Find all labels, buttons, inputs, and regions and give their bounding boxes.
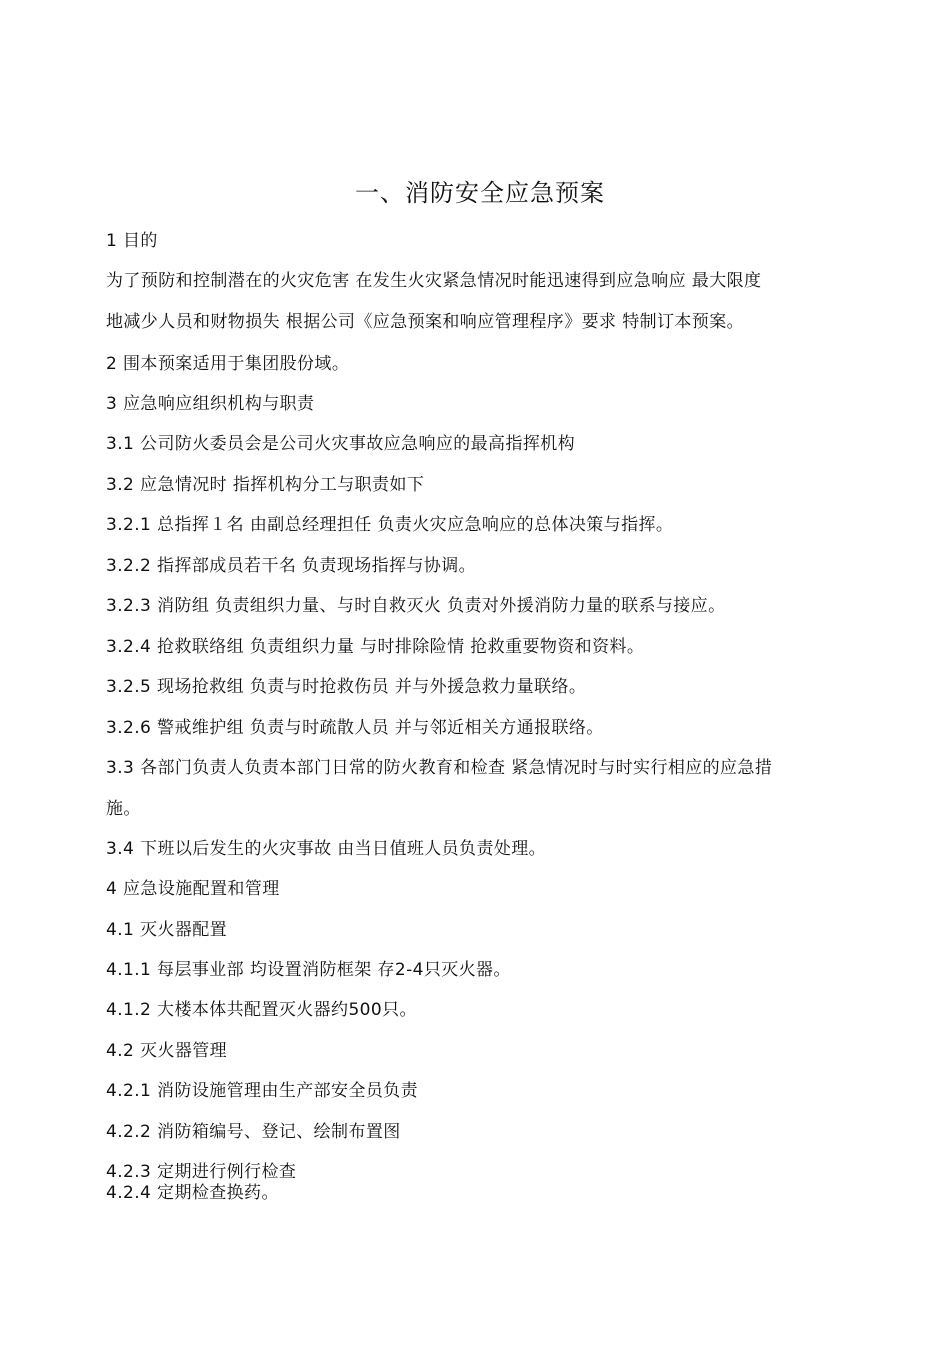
clause-line: 3.2.2 指挥部成员若干名 负责现场指挥与协调。	[106, 556, 477, 576]
clause-line: 3.4 下班以后发生的火灾事故 由当日值班人员负责处理。	[106, 839, 547, 859]
clause-line: 4.1.1 每层事业部 均设置消防框架 存2-4只灭火器。	[106, 960, 511, 980]
clause-line: 3.2.1 总指挥１名 由副总经理担任 负责火灾应急响应的总体决策与指挥。	[106, 515, 674, 535]
page-title: 一、消防安全应急预案	[355, 179, 605, 207]
paragraph-line: 地减少人员和财物损失 根据公司《应急预案和响应管理程序》要求 特制订本预案。	[106, 312, 745, 332]
clause-line: 4.2.4 定期检查换药。	[106, 1183, 279, 1203]
clause-line: 4.2.2 消防箱编号、登记、绘制布置图	[106, 1122, 401, 1142]
clause-line: 3.2.4 抢救联络组 负责组织力量 与时排除险情 抢救重要物资和资料。	[106, 637, 645, 657]
section-heading-scope: 2 围本预案适用于集团股份域。	[106, 354, 350, 374]
clause-line: 4.2.1 消防设施管理由生产部安全员负责	[106, 1081, 419, 1101]
clause-line: 4.1.2 大楼本体共配置灭火器约500只。	[106, 1000, 417, 1020]
clause-line: 4.2 灭火器管理	[106, 1041, 228, 1061]
clause-line: 3.2.6 警戒维护组 负责与时疏散人员 并与邻近相关方通报联络。	[106, 718, 604, 738]
section-heading-purpose: 1 目的	[106, 231, 158, 251]
clause-line: 4.2.3 定期进行例行检查	[106, 1162, 297, 1182]
clause-line: 施。	[106, 799, 141, 819]
clause-line: 3.2.3 消防组 负责组织力量、与时自救灭火 负责对外援消防力量的联系与接应。	[106, 596, 726, 616]
section-heading-facilities: 4 应急设施配置和管理	[106, 879, 280, 899]
clause-line: 3.1 公司防火委员会是公司火灾事故应急响应的最高指挥机构	[106, 434, 576, 454]
section-heading-organization: 3 应急响应组织机构与职责	[106, 394, 315, 414]
clause-line: 3.3 各部门负责人负责本部门日常的防火教育和检查 紧急情况时与时实行相应的应急措	[106, 758, 773, 778]
paragraph-line: 为了预防和控制潜在的火灾危害 在发生火灾紧急情况时能迅速得到应急响应 最大限度	[106, 271, 762, 291]
clause-line: 4.1 灭火器配置	[106, 920, 228, 940]
clause-line: 3.2.5 现场抢救组 负责与时抢救伤员 并与外援急救力量联络。	[106, 677, 587, 697]
clause-line: 3.2 应急情况时 指挥机构分工与职责如下	[106, 475, 425, 495]
